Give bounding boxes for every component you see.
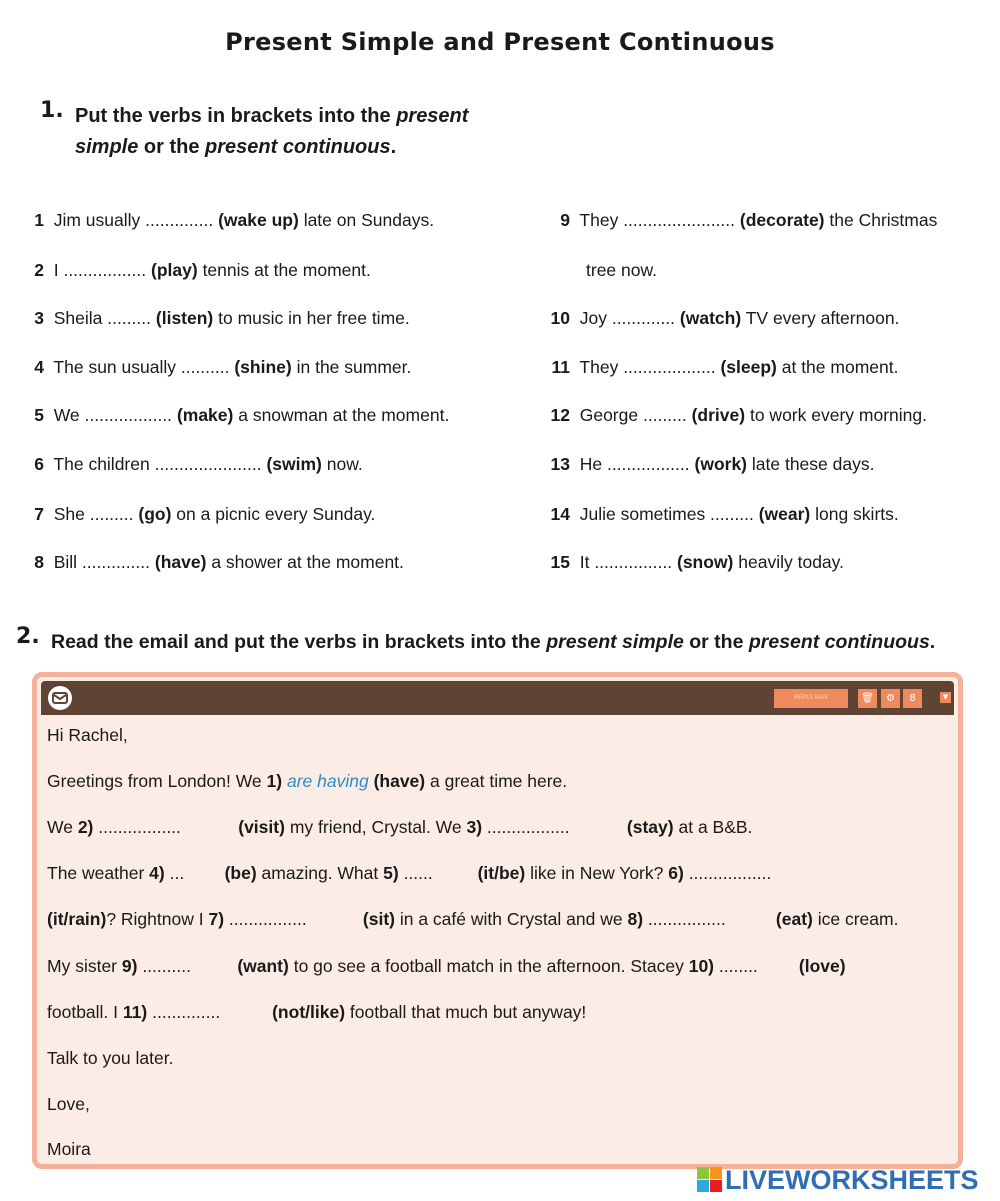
email-line: (it/rain)? Rightnow I 7) ................ (sit) in a café with Crystal and we 8) ................ (eat) ice cream. [47, 909, 899, 929]
email-signature: Moira [47, 1139, 91, 1159]
email-window [32, 672, 963, 1169]
logo-icon [697, 1167, 723, 1193]
blank[interactable]: ...... [403, 863, 433, 883]
email-line: The weather 4) ... (be) amazing. What 5) ...... (it/be) like in New York? 6) ................. [47, 863, 772, 883]
blank[interactable]: Julie sometimes ......... [579, 504, 754, 524]
blank[interactable]: He ................. [579, 454, 690, 474]
blank[interactable]: She ......... [53, 504, 134, 524]
reply-button[interactable]: REPLY MAX [774, 689, 848, 708]
blank[interactable]: .......... [142, 956, 191, 976]
exercise-9: 9 They ....................... (decorate) the Christmas [560, 210, 938, 230]
email-line: My sister 9) .......... (want) to go see a football match in the afternoon. Stacey 10) ........ (love) [47, 956, 846, 976]
exercise-13: 13 He ................. (work) late these days. [550, 454, 875, 474]
blank[interactable]: Joy ............. [579, 308, 676, 328]
trash-icon[interactable]: 🗑 [858, 689, 877, 708]
blank[interactable]: Bill .............. [53, 552, 151, 572]
exercise-3: 3 Sheila ......... (listen) to music in her free time. [34, 308, 410, 328]
email-line: football. I 11) .............. (not/like) football that much but anyway! [47, 1002, 587, 1022]
exercise-5: 5 We .................. (make) a snowman at the moment. [34, 405, 450, 425]
exercise-12: 12 George ......... (drive) to work every morning. [550, 405, 927, 425]
exercise-6: 6 The children ...................... (swim) now. [34, 454, 363, 474]
section-2-number: 2. [16, 624, 40, 649]
blank[interactable]: The sun usually .......... [53, 357, 230, 377]
count-badge[interactable]: 8 [903, 689, 922, 708]
exercise-2: 2 I ................. (play) tennis at the moment. [34, 260, 371, 280]
blank[interactable]: I ................. [53, 260, 147, 280]
blank[interactable]: ................ [647, 909, 726, 929]
exercise-10: 10 Joy ............. (watch) TV every afternoon. [550, 308, 900, 328]
exercise-9-continuation: tree now. [586, 260, 658, 280]
email-line: We 2) ................. (visit) my friend, Crystal. We 3) ................. (stay) at a B&B. [47, 817, 753, 837]
email-toolbar [41, 681, 954, 715]
section-1-number: 1. [40, 98, 64, 123]
exercise-4: 4 The sun usually .......... (shine) in the summer. [34, 357, 412, 377]
exercise-14: 14 Julie sometimes ......... (wear) long skirts. [550, 504, 899, 524]
blank[interactable]: ... [169, 863, 185, 883]
section-1-instruction: Put the verbs in brackets into the present simple or the present continuous. [75, 105, 469, 158]
blank[interactable]: We .................. [53, 405, 173, 425]
email-greeting: Hi Rachel, [47, 725, 128, 745]
chevron-down-icon[interactable]: ▼ [940, 692, 951, 703]
exercise-8: 8 Bill .............. (have) a shower at the moment. [34, 552, 404, 572]
blank[interactable]: ................. [688, 863, 772, 883]
blank[interactable]: The children ...................... [53, 454, 262, 474]
answer-filled[interactable]: are having [286, 771, 369, 791]
exercise-15: 15 It ................ (snow) heavily today. [550, 552, 844, 572]
blank[interactable]: ........ [718, 956, 758, 976]
blank[interactable]: ................ [228, 909, 307, 929]
blank[interactable]: They ................... [579, 357, 716, 377]
mail-icon [48, 686, 72, 710]
liveworksheets-logo: LIVEWORKSHEETS [697, 1165, 979, 1195]
email-line: Love, [47, 1094, 90, 1114]
gear-icon[interactable]: ⚙ [881, 689, 900, 708]
blank[interactable]: ................. [486, 817, 570, 837]
exercise-1: 1 Jim usually .............. (wake up) late on Sundays. [34, 210, 435, 230]
exercise-11: 11 They ................... (sleep) at the moment. [551, 357, 899, 377]
email-line: Talk to you later. [47, 1048, 174, 1068]
blank[interactable]: It ................ [579, 552, 673, 572]
blank[interactable]: Sheila ......... [53, 308, 152, 328]
page-title: Present Simple and Present Continuous [225, 28, 775, 56]
blank[interactable]: George ......... [579, 405, 687, 425]
exercise-7: 7 She ......... (go) on a picnic every Sunday. [34, 504, 376, 524]
blank[interactable]: ................. [98, 817, 181, 837]
email-line: Greetings from London! We 1) are having (have) a great time here. [47, 771, 568, 791]
section-2-instruction: Read the email and put the verbs in brackets into the present simple or the present continuous. [51, 631, 936, 653]
blank[interactable]: .............. [152, 1002, 221, 1022]
blank[interactable]: Jim usually .............. [53, 210, 214, 230]
blank[interactable]: They ....................... [579, 210, 736, 230]
